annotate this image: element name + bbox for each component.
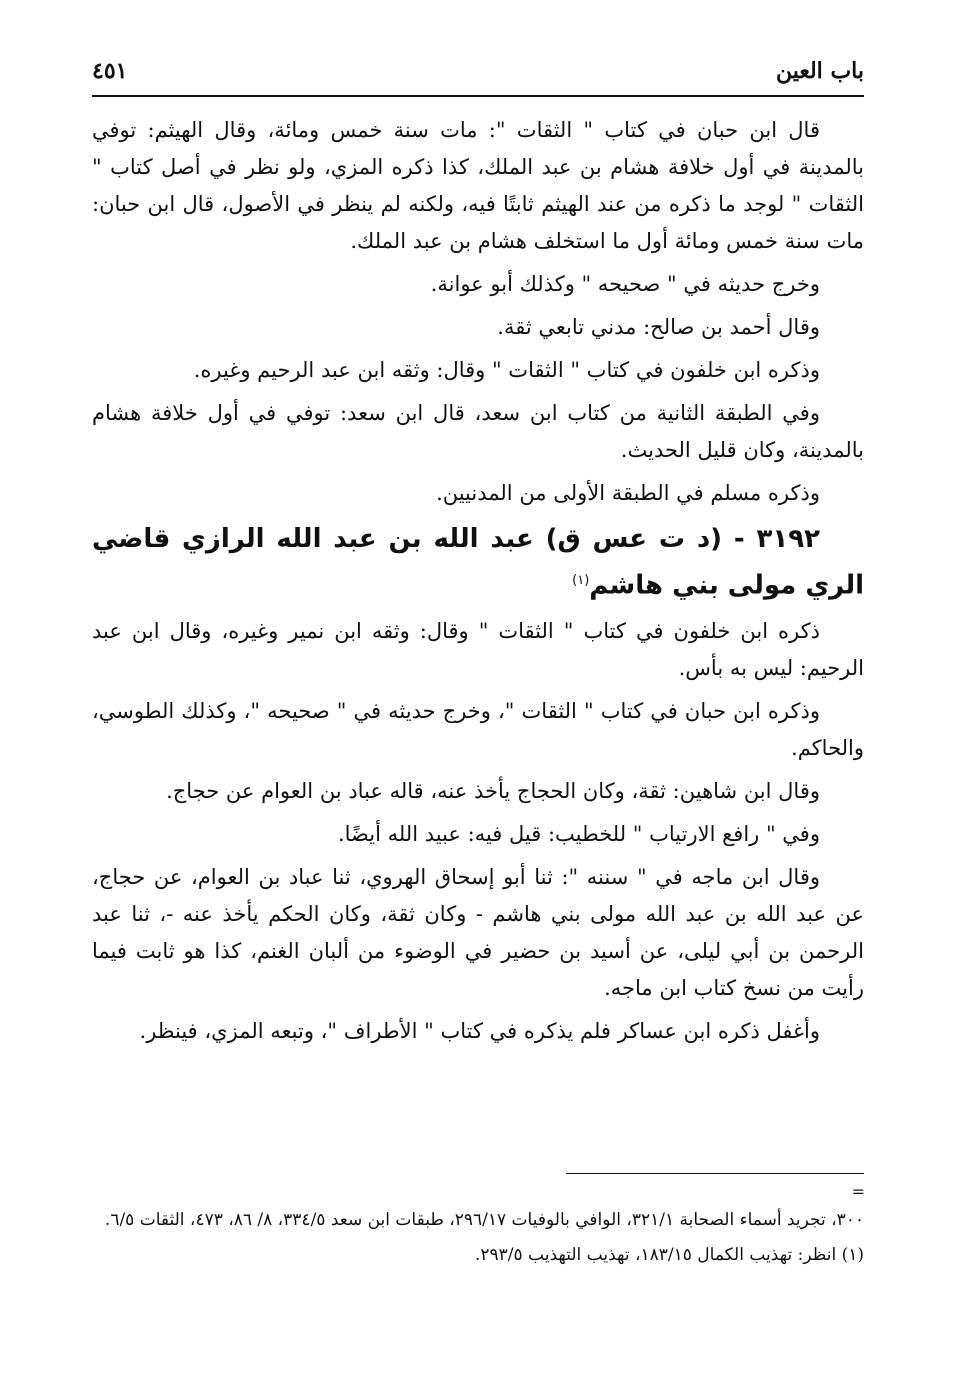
paragraph: وقال أحمد بن صالح: مدني تابعي ثقة. — [497, 315, 820, 339]
paragraph: وفي الطبقة الثانية من كتاب ابن سعد، قال ابن سعد: توفي في أول خلافة هشام بالمدينة، وكان قليل الحديث. — [92, 401, 864, 462]
footnote-marker: (١) — [572, 573, 590, 588]
entry-heading — [92, 518, 864, 607]
header-rule — [92, 95, 864, 97]
paragraph: قال ابن حبان في كتاب " الثقات ": مات سنة خمس ومائة، وقال الهيثم: توفي بالمدينة في أول خلافة هشام بن عبد الملك، كذا ذكره المزي، ولو نظر في أصل كتاب " الثقات " لوجد ما ذكره من عند الهيثم ثابتًا فيه، ولكنه لم ينظر في الأصول، قال ابن حبان: مات سنة خمس ومائة أول ما استخلف هشام بن عبد الملك. — [92, 118, 864, 253]
paragraph: وذكره مسلم في الطبقة الأولى من المدنيين. — [436, 481, 820, 505]
entry-title-text: ٣١٩٢ - (د ت عس ق) عبد الله بن عبد الله الرازي قاضي الري مولى بني هاشم — [92, 524, 864, 601]
footnote-item: ٣٠٠، تجريد أسماء الصحابة ٣٢١/١، الوافي بالوفيات ٢٩٦/١٧، طبقات ابن سعد ٣٣٤/٥، ٨/ ٨٦، ٤٧٣، الثقات ٦/٥. — [104, 1210, 864, 1230]
paragraph: وأغفل ذكره ابن عساكر فلم يذكره في كتاب " الأطراف "، وتبعه المزي، فينظر. — [139, 1018, 820, 1043]
paragraph: ذكره ابن خلفون في كتاب " الثقات " وقال: وثقه ابن نمير وغيره، وقال ابن عبد الرحيم: ليس به بأس. — [92, 618, 864, 680]
paragraph: وقال ابن ماجه في " سننه ": ثنا أبو إسحاق الهروي، ثنا عباد بن العوام، عن حجاج، عن عبد الله بن عبد الله مولى بني هاشم - وكان ثقة، وكان الحكم يأخذ عنه -، ثنا عبد الرحمن بن أبي ليلى، عن أسيد بن حضير في الوضوء من ألبان الغنم، كذا هو ثابت فيما رأيت من نسخ كتاب ابن ماجه. — [92, 864, 864, 1000]
paragraph: وفي " رافع الارتياب " للخطيب: قيل فيه: عبيد الله أيضًا. — [337, 821, 820, 846]
chapter-title: باب العين — [775, 58, 864, 84]
paragraph: وذكره ابن حبان في كتاب " الثقات "، وخرج حديثه في " صحيحه "، وكذلك الطوسي، والحاكم. — [92, 698, 864, 760]
paragraph: وذكره ابن خلفون في كتاب " الثقات " وقال: وثقه ابن عبد الرحيم وغيره. — [193, 358, 820, 382]
footnotes — [92, 1206, 864, 1276]
footnote-continuation-mark: = — [851, 1182, 865, 1201]
paragraph: وقال ابن شاهين: ثقة، وكان الحجاج يأخذ عنه، قاله عباد بن العوام عن حجاج. — [166, 778, 820, 803]
main-text — [92, 112, 864, 1056]
paragraph: وخرج حديثه في " صحيحه " وكذلك أبو عوانة. — [430, 272, 820, 296]
footnote-rule — [566, 1173, 864, 1174]
footnote-item: (١) انظر: تهذيب الكمال ١٨٣/١٥، تهذيب التهذيب ٢٩٣/٥. — [474, 1245, 864, 1265]
page-number: ٤٥١ — [92, 58, 128, 84]
page-header — [92, 58, 864, 94]
